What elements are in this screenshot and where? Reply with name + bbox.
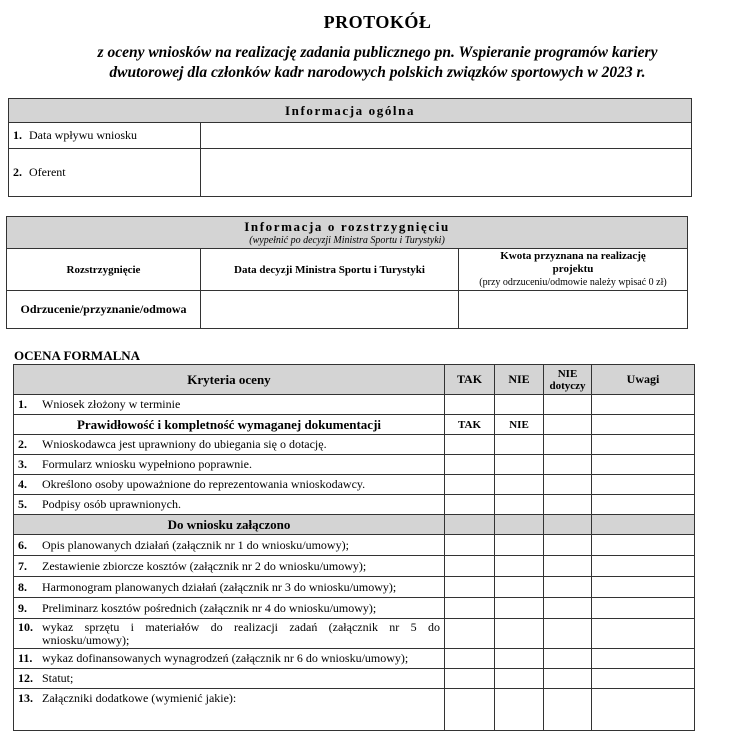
criteria-text: [14, 495, 445, 515]
criteria-row: [14, 649, 695, 669]
criteria-label: Opis planowanych działań (załącznik nr 1 do wniosku/umowy);: [42, 537, 349, 552]
document-subtitle: [20, 43, 735, 83]
no-cell[interactable]: [495, 435, 544, 455]
criteria-row: [14, 619, 695, 649]
subheader-cell: [445, 515, 495, 535]
no-cell[interactable]: [495, 669, 544, 689]
no-cell[interactable]: [495, 556, 544, 577]
notes-cell[interactable]: [592, 495, 695, 515]
yes-cell[interactable]: [445, 395, 495, 415]
subheader-cell: [544, 515, 592, 535]
row-number: 8.: [18, 579, 27, 594]
notes-cell[interactable]: [592, 535, 695, 556]
row-number: 12.: [18, 671, 33, 685]
yes-cell[interactable]: [445, 689, 495, 731]
criteria-text: [14, 689, 445, 731]
received-date-field[interactable]: [201, 123, 692, 149]
yes-cell[interactable]: [445, 649, 495, 669]
offeror-label: Oferent: [29, 165, 66, 179]
no-cell[interactable]: [495, 577, 544, 598]
row-number: 7.: [18, 558, 27, 573]
formal-assessment-table: [13, 364, 695, 731]
row-number: 9.: [18, 600, 27, 615]
no-cell[interactable]: [495, 395, 544, 415]
documentation-subheader: Prawidłowość i kompletność wymaganej dokumentacji: [14, 415, 445, 435]
no-cell[interactable]: [495, 649, 544, 669]
row-number: 4.: [18, 477, 27, 491]
no-column-header: NIE: [495, 365, 544, 395]
general-info-heading: Informacja ogólna: [9, 99, 692, 123]
notes-cell[interactable]: [592, 475, 695, 495]
notes-cell[interactable]: [592, 577, 695, 598]
criteria-row: [14, 577, 695, 598]
subheader-row: [14, 415, 695, 435]
not-applicable-cell[interactable]: [544, 598, 592, 619]
decision-date-column-header: Data decyzji Ministra Sportu i Turystyki: [201, 249, 459, 291]
criteria-row: [14, 495, 695, 515]
yes-cell[interactable]: [445, 577, 495, 598]
decision-info-note: (wypełnić po decyzji Ministra Sportu i Turystyki): [249, 235, 445, 246]
decision-info-title: Informacja o rozstrzygnięciu: [244, 219, 450, 234]
criteria-text: [14, 395, 445, 415]
criteria-row: [14, 455, 695, 475]
criteria-label: Podpisy osób uprawnionych.: [42, 497, 181, 511]
criteria-row: [14, 598, 695, 619]
decision-info-table: [6, 216, 688, 329]
subtitle-line-1: z oceny wniosków na realizację zadania publicznego pn. Wspieranie programów kariery: [97, 44, 658, 61]
not-applicable-cell[interactable]: [544, 395, 592, 415]
not-applicable-cell[interactable]: [544, 495, 592, 515]
not-applicable-column-header: NIE dotyczy: [544, 365, 592, 395]
row-number: 6.: [18, 537, 27, 552]
criteria-row: [14, 395, 695, 415]
criteria-text: [14, 556, 445, 577]
not-applicable-cell[interactable]: [544, 535, 592, 556]
no-cell[interactable]: [495, 495, 544, 515]
criteria-text: [14, 598, 445, 619]
row-number: 2.: [18, 437, 27, 451]
amount-field[interactable]: [459, 291, 688, 329]
criteria-row: [14, 689, 695, 731]
row-number: 3.: [18, 457, 27, 471]
notes-column-header: Uwagi: [592, 365, 695, 395]
general-info-row: [9, 123, 692, 149]
notes-cell[interactable]: [592, 619, 695, 649]
criteria-text: [14, 435, 445, 455]
no-cell[interactable]: [495, 455, 544, 475]
not-applicable-cell[interactable]: [544, 415, 592, 435]
yes-cell[interactable]: [445, 455, 495, 475]
notes-cell[interactable]: [592, 435, 695, 455]
not-applicable-cell[interactable]: [544, 649, 592, 669]
criteria-label: Wnioskodawca jest uprawniony do ubiegania się o dotację.: [42, 437, 327, 451]
yes-cell[interactable]: [445, 435, 495, 455]
general-info-row: [9, 149, 692, 197]
row-number: 11.: [18, 651, 33, 665]
subheader-no-label: NIE: [495, 415, 544, 435]
general-info-label: [9, 149, 201, 197]
notes-cell[interactable]: [592, 395, 695, 415]
row-number: 13.: [18, 691, 33, 705]
not-applicable-cell[interactable]: [544, 577, 592, 598]
document-title: PROTOKÓŁ: [323, 12, 432, 32]
criteria-label: Harmonogram planowanych działań (załącznik nr 3 do wniosku/umowy);: [42, 579, 397, 594]
criteria-row: [14, 669, 695, 689]
not-applicable-cell[interactable]: [544, 689, 592, 731]
yes-cell[interactable]: [445, 619, 495, 649]
criteria-text: [14, 475, 445, 495]
criteria-label: Określono osoby upoważnione do reprezentowania wnioskodawcy.: [42, 477, 366, 491]
criteria-label: wykaz sprzętu i materiałów do realizacji zadań (załącznik nr 5 do wniosku/umowy);: [42, 619, 440, 647]
notes-cell[interactable]: [592, 598, 695, 619]
criteria-label: Załączniki dodatkowe (wymienić jakie):: [42, 691, 237, 705]
general-info-label: [9, 123, 201, 149]
not-applicable-cell[interactable]: [544, 435, 592, 455]
no-cell[interactable]: [495, 535, 544, 556]
yes-cell[interactable]: [445, 475, 495, 495]
criteria-row: [14, 475, 695, 495]
criteria-row: [14, 556, 695, 577]
row-number: 5.: [18, 497, 27, 511]
criteria-text: [14, 649, 445, 669]
yes-cell[interactable]: [445, 669, 495, 689]
notes-cell[interactable]: [592, 455, 695, 475]
criteria-label: Formularz wniosku wypełniono poprawnie.: [42, 457, 252, 471]
yes-column-header: TAK: [445, 365, 495, 395]
decision-column-header: Rozstrzygnięcie: [7, 249, 201, 291]
notes-cell[interactable]: [592, 415, 695, 435]
received-date-label: Data wpływu wniosku: [29, 128, 137, 142]
notes-cell[interactable]: [592, 669, 695, 689]
row-number: 2.: [13, 165, 22, 179]
criteria-label: Wniosek złożony w terminie: [42, 397, 181, 411]
amount-header-line-1: Kwota przyznana na realizację: [500, 250, 646, 262]
offeror-field[interactable]: [201, 149, 692, 197]
decision-row-label: Odrzucenie/przyznanie/odmowa: [7, 291, 201, 329]
amount-header-note: (przy odrzuceniu/odmowie należy wpisać 0 zł): [479, 277, 667, 288]
no-cell[interactable]: [495, 619, 544, 649]
decision-info-heading: [7, 217, 688, 249]
yes-cell[interactable]: [445, 535, 495, 556]
row-number: 1.: [18, 397, 27, 411]
not-applicable-cell[interactable]: [544, 556, 592, 577]
subheader-cell: [592, 515, 695, 535]
yes-cell[interactable]: [445, 556, 495, 577]
subtitle-line-2: dwutorowej dla członków kadr narodowych polskich związków sportowych w 2023 r.: [109, 64, 646, 81]
criteria-label: Statut;: [42, 671, 74, 685]
attachments-subheader: Do wniosku załączono: [14, 515, 445, 535]
notes-cell[interactable]: [592, 556, 695, 577]
amount-column-header: [459, 249, 688, 291]
no-cell[interactable]: [495, 689, 544, 731]
not-applicable-cell[interactable]: [544, 619, 592, 649]
not-applicable-cell[interactable]: [544, 669, 592, 689]
yes-cell[interactable]: [445, 495, 495, 515]
criteria-text: [14, 577, 445, 598]
criteria-text: [14, 619, 445, 649]
subheader-yes-label: TAK: [445, 415, 495, 435]
criteria-label: wykaz dofinansowanych wynagrodzeń (załącznik nr 6 do wniosku/umowy);: [42, 651, 409, 665]
criteria-row: [14, 535, 695, 556]
yes-cell[interactable]: [445, 598, 495, 619]
decision-date-field[interactable]: [201, 291, 459, 329]
criteria-label: Preliminarz kosztów pośrednich (załącznik nr 4 do wniosku/umowy);: [42, 600, 377, 615]
notes-cell[interactable]: [592, 689, 695, 731]
criteria-text: [14, 455, 445, 475]
general-info-table: [8, 98, 692, 197]
subheader-row: [14, 515, 695, 535]
not-applicable-cell[interactable]: [544, 455, 592, 475]
subheader-cell: [495, 515, 544, 535]
criteria-text: [14, 669, 445, 689]
no-cell[interactable]: [495, 475, 544, 495]
row-number: 10.: [18, 619, 33, 634]
criteria-text: [14, 535, 445, 556]
row-number: 1.: [13, 128, 22, 142]
not-applicable-cell[interactable]: [544, 475, 592, 495]
formal-assessment-title: OCENA FORMALNA: [14, 348, 141, 363]
no-cell[interactable]: [495, 598, 544, 619]
criteria-label: Zestawienie zbiorcze kosztów (załącznik nr 2 do wniosku/umowy);: [42, 558, 367, 573]
criteria-row: [14, 435, 695, 455]
amount-header-line-2: projektu: [552, 263, 594, 275]
criteria-column-header: Kryteria oceny: [14, 365, 445, 395]
notes-cell[interactable]: [592, 649, 695, 669]
